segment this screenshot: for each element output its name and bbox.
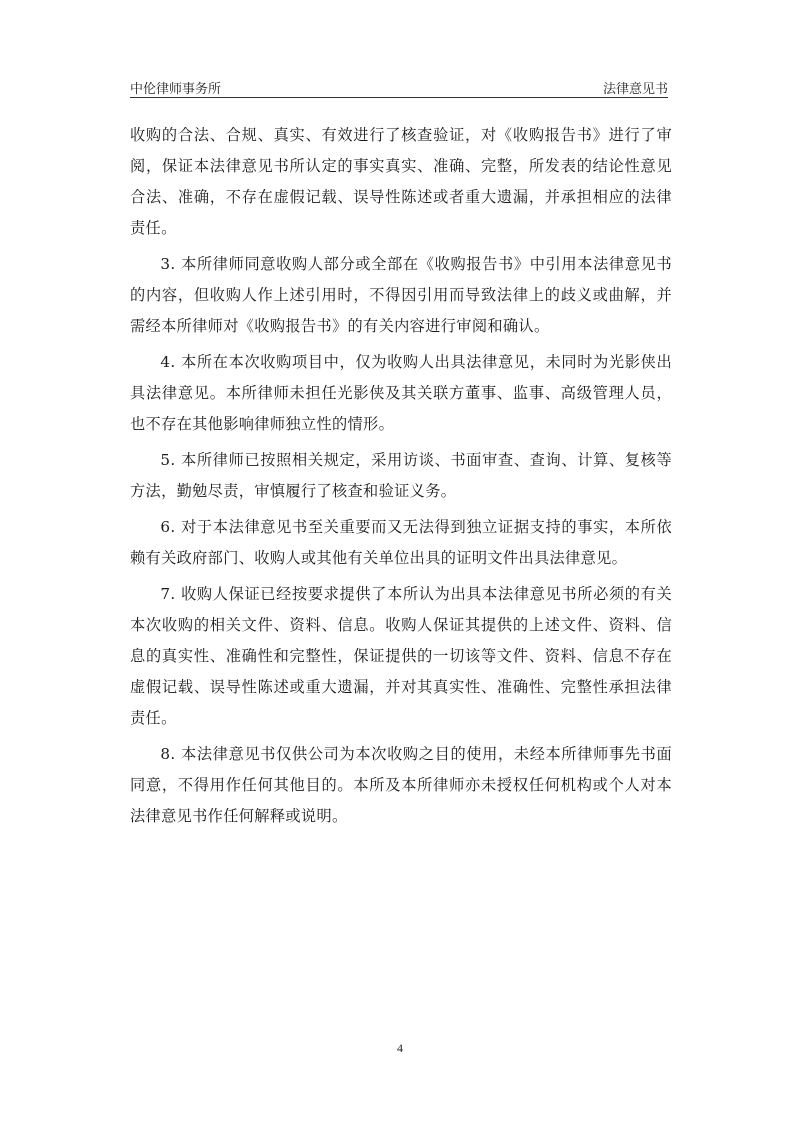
paragraph-item-4: 4. 本所在本次收购项目中，仅为收购人出具法律意见，未同时为光影侠出具法律意见。本所律师未担任光影侠及其关联方董事、监事、高级管理人员，也不存在其他影响律师独立性的情形。 <box>130 353 672 433</box>
paragraph-item-5: 5. 本所律师已按照相关规定，采用访谈、书面审查、查询、计算、复核等方法，勤勉尽责，审慎履行了核查和验证义务。 <box>130 451 672 500</box>
document-type: 法律意见书 <box>602 82 668 97</box>
document-body <box>130 120 672 837</box>
paragraph-continuation: 收购的合法、合规、真实、有效进行了核查验证，对《收购报告书》进行了审阅，保证本法律意见书所认定的事实真实、准确、完整，所发表的结论性意见合法、准确，不存在虚假记载、误导性陈述或者重大遗漏，并承担相应的法律责任。 <box>130 126 672 237</box>
paragraph-item-6: 6. 对于本法律意见书至关重要而又无法得到独立证据支持的事实，本所依赖有关政府部门、收购人或其他有关单位出具的证明文件出具法律意见。 <box>130 518 672 567</box>
paragraph-item-7: 7. 收购人保证已经按要求提供了本所认为出具本法律意见书所必须的有关本次收购的相关文件、资料、信息。收购人保证其提供的上述文件、资料、信息的真实性、准确性和完整性，保证提供的一切该等文件、资料、信息不存在虚假记载、误导性陈述或重大遗漏，并对其真实性、准确性、完整性承担法律责任。 <box>130 585 672 727</box>
paragraph-item-8: 8. 本法律意见书仅供公司为本次收购之目的使用，未经本所律师事先书面同意，不得用作任何其他目的。本所及本所律师亦未授权任何机构或个人对本法律意见书作任何解释或说明。 <box>130 745 672 825</box>
page-number: 4 <box>397 1041 403 1055</box>
paragraph-item-3: 3. 本所律师同意收购人部分或全部在《收购报告书》中引用本法律意见书的内容，但收购人作上述引用时，不得因引用而导致法律上的歧义或曲解，并需经本所律师对《收购报告书》的有关内容进行审阅和确认。 <box>130 255 672 335</box>
page-header <box>130 74 668 98</box>
header-divider <box>130 97 668 98</box>
firm-name: 中伦律师事务所 <box>130 82 222 97</box>
